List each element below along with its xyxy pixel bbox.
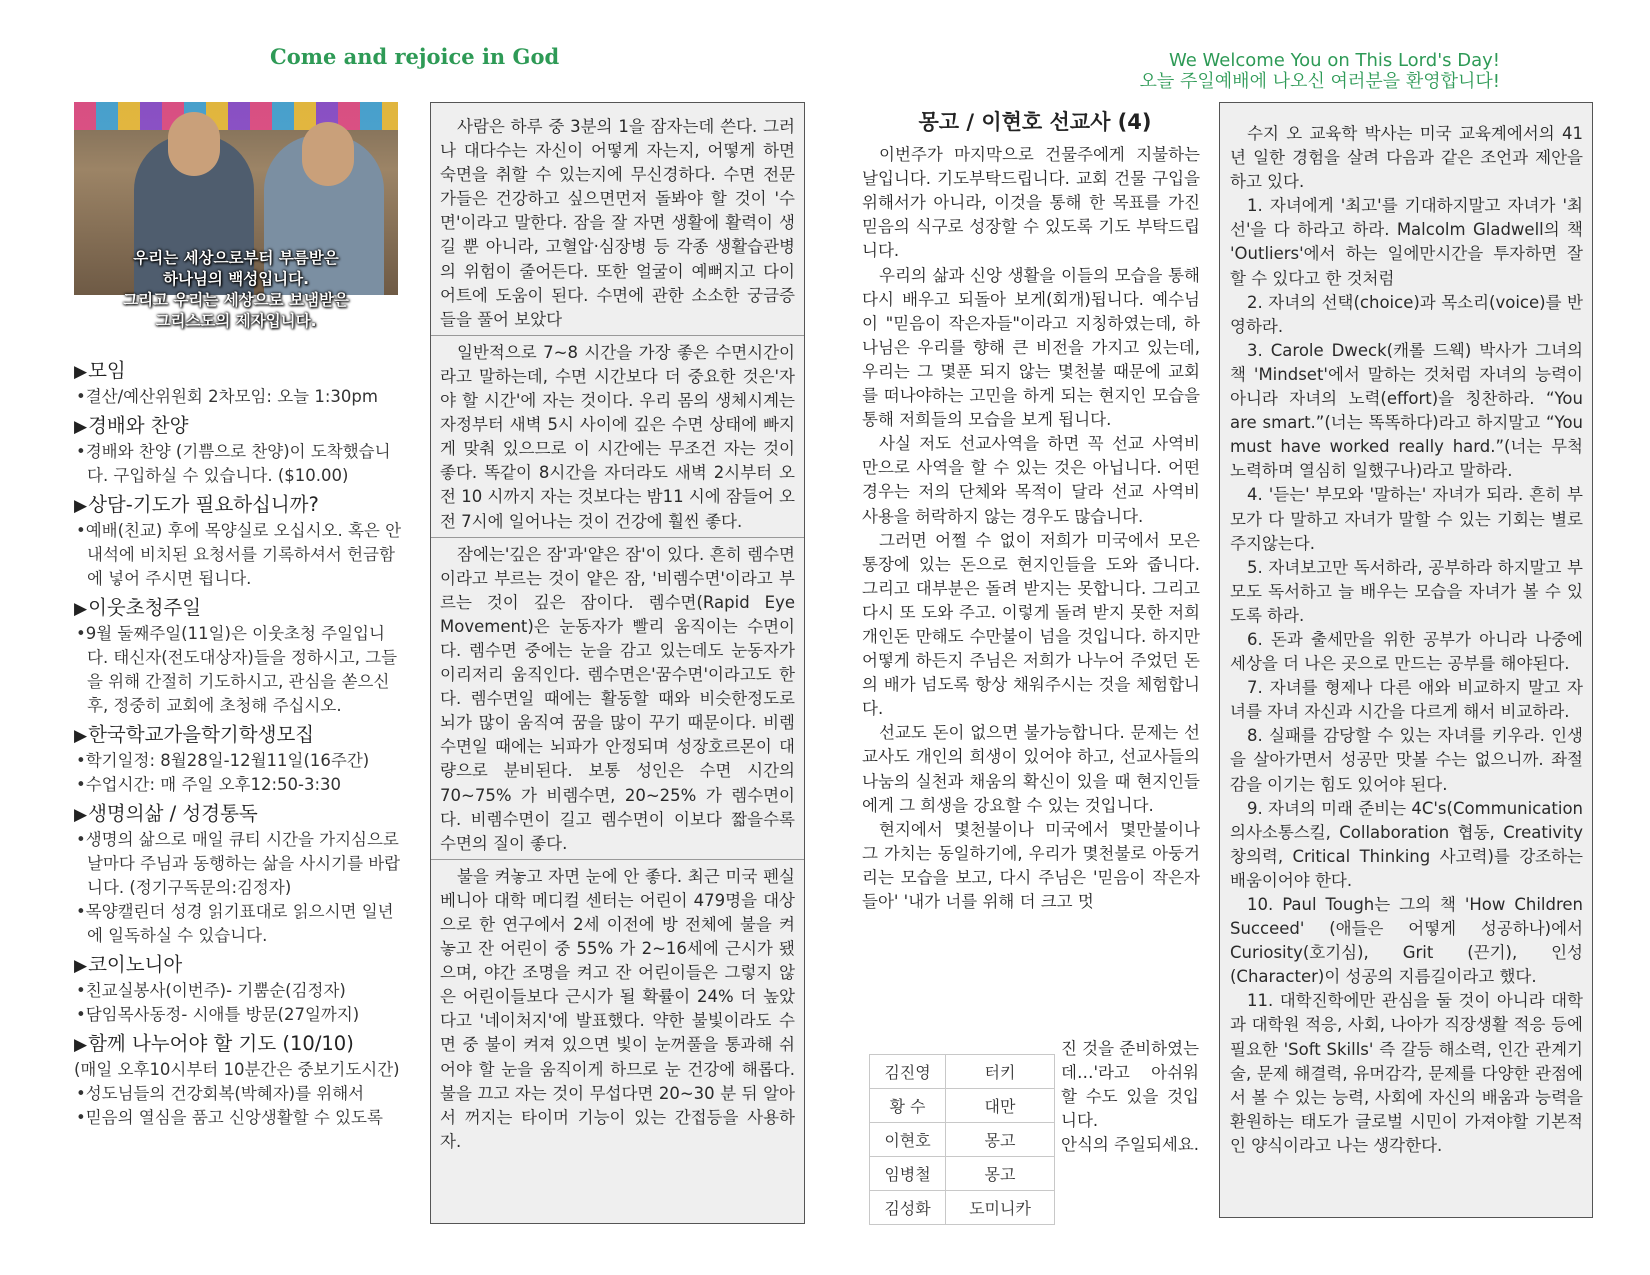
photo-caption	[74, 248, 398, 332]
letter-paragraph: 이번주가 마지막으로 건물주에게 지불하는 날입니다. 기도부탁드립니다. 교회 건물 구입을 위해서가 아니라, 이것을 통해 한 목표를 가진 믿음의 식구로 성장할 수 있도록 기도 부탁드립니다.	[862, 145, 1200, 261]
section-title: ▶경배와 찬양	[74, 414, 189, 437]
education-item: 7. 자녀를 형제나 다른 애와 비교하지 말고 자녀를 자녀 자신과 시간을 다르게 해서 비교하라.	[1230, 678, 1583, 722]
education-item: 10. Paul Tough는 그의 책 'How Children Succeed' (애들은 어떻게 성공하나)에서 Curiosity(호기심), Grit (끈기), 인성(Character)이 성공의 지름길이라고 했다.	[1230, 895, 1583, 987]
caption-line: 그리스도의 제자입니다.	[155, 312, 317, 330]
letter-closing: 진 것을 준비하였는데…'라고 아쉬워 할 수도 있을 것입니다. 안식의 주일되세요.	[1061, 1039, 1200, 1155]
letter-paragraph: 선교도 돈이 없으면 불가능합니다. 문제는 선교사도 개인의 희생이 있어야 하고, 선교사들의 나눔의 실천과 채움의 확신이 있을 때 현지인들에게 그 희생을 강요할 수 있는 것입니다.	[862, 723, 1200, 815]
announcement-item: •수업시간: 매 주일 오후12:50-3:30	[76, 775, 342, 794]
announcement-item: •생명의 삶으로 매일 큐티 시간을 가지심으로 날마다 주님과 동행하는 삶을 사시기를 바랍니다. (정기구독문의:김정자)	[76, 830, 401, 897]
missionary-letter	[862, 110, 1200, 914]
header-motto: Come and rejoice in God	[270, 44, 560, 69]
welcome-english: We Welcome You on This Lord's Day!	[1168, 50, 1500, 71]
missionary-title: 몽고 / 이현호 선교사 (4)	[918, 110, 1152, 134]
missionary-country: 몽고	[946, 1157, 1055, 1191]
caption-line: 우리는 세상으로부터 부름받은	[133, 249, 339, 267]
education-item: 11. 대학진학에만 관심을 둘 것이 아니라 대학과 대학원 적응, 사회, 나아가 직장생활 적응 등에 필요한 'Soft Skills' 즉 갈등 해소력, 인간 관계기술, 문제 해결력, 유머감각, 문제를 다양한 관점에서 볼 수 있는 능력, 사회에 자신의 배움과 능력을 환원하는 태도가 글로벌 시민이 가져야할 기본적인 양식이라고 나는 생각한다.	[1230, 991, 1583, 1155]
missionary-country: 몽고	[946, 1123, 1055, 1157]
table-row	[870, 1191, 1055, 1225]
announcement-item: •9월 둘째주일(11일)은 이웃초청 주일입니다. 태신자(전도대상자)들을 정하시고, 그들을 위해 간절히 기도하시고, 관심을 쏟으신 후, 정중히 교회에 초청해 주십시오.	[76, 624, 398, 715]
missionary-country: 터키	[946, 1055, 1055, 1089]
paragraph-divider	[431, 335, 804, 336]
table-row	[870, 1123, 1055, 1157]
announcement-item: •경배와 찬양 (기쁨으로 찬양)이 도착했습니다. 구입하실 수 있습니다. ($10.00)	[76, 442, 391, 485]
education-item: 3. Carole Dweck(캐롤 드웩) 박사가 그녀의 책 'Mindset'에서 말하는 것처럼 자녀의 능력이 아니라 자녀의 노력(effort)을 칭찬하라. “You are smart.”(너는 똑똑하다)라고 하지말고 “You must have worked really hard.”(너는 무척 노력하며 열심히 일했구나)라고 말하라.	[1230, 340, 1583, 481]
article-paragraph: 잠에는'깊은 잠'과'얕은 잠'이 있다. 흔히 렘수면이라고 부르는 것이 얕은 잠, '비렘수면'이라고 부르는 것이 깊은 잠이다. 렘수면(Rapid Eye Movement)은 눈동자가 빨리 움직이는 수면이다. 렘수면 중에는 눈을 감고 있는데도 눈동자가 이리저리 움직인다. 렘수면은'꿈수면'이라고도 한다. 렘수면일 때에는 활동할 때와 비슷한정도로 뇌가 많이 움직여 꿈을 많이 꾸기 때문이다. 비렘수면일 때에는 뇌파가 안정되며 성장호르몬이 대량으로 분비된다. 보통 성인은 수면 시간의 70~75% 가 비렘수면, 20~25% 가 렘수면이다. 비렘수면이 길고 렘수면이 이보다 짧을수록 수면의 질이 좋다.	[440, 544, 795, 853]
education-item: 6. 돈과 출세만을 위한 공부가 아니라 나중에 세상을 더 나은 곳으로 만드는 공부를 해야된다.	[1230, 629, 1583, 674]
missionary-name: 임병철	[870, 1157, 946, 1191]
photo-face-right	[302, 122, 354, 186]
education-item: 9. 자녀의 미래 준비는 4C's(Communication 의사소통스킬, Collaboration 협동, Creativity 창의력, Critical Thinking 사고력)를 강조하는 배움이어야 한다.	[1230, 798, 1583, 890]
section-title: ▶모임	[74, 359, 126, 382]
header-welcome	[1140, 50, 1500, 92]
letter-paragraph: 현지에서 몇천불이나 미국에서 몇만불이나 그 가치는 동일하기에, 우리가 몇천불로 아둥거리는 모습을 보고, 다시 주님은 '믿음이 작은자들아' '내가 너를 위해 더 크고 멋	[862, 819, 1200, 911]
article-paragraph: 불을 켜놓고 자면 눈에 안 좋다. 최근 미국 펜실베니아 대학 메디컬 센터는 어린이 479명을 대상으로 한 연구에서 2세 이전에 방 전체에 불을 켜놓고 잔 어린이 중 55% 가 2~16세에 근시가 됐으며, 야간 조명을 켜고 잔 어린이들은 그렇지 않은 어린이들보다 근시가 될 확률이 24% 더 높았다고 '네이처지'에 발표했다. 약한 불빛이라도 수면 중 불이 켜져 있으면 빛이 눈꺼풀을 통과해 쉬어야 할 눈을 움직이게 하므로 눈 건강에 해롭다. 불을 끄고 자는 것이 무섭다면 20~30 분 뒤 알아서 꺼지는 타이머 기능이 있는 간접등을 사용하자.	[440, 866, 795, 1151]
photo-face-left	[168, 112, 220, 176]
sleep-article	[430, 102, 805, 1224]
article-paragraph: 사람은 하루 중 3분의 1을 잠자는데 쓴다. 그러나 대다수는 자신이 어떻게 자는지, 어떻게 하면 숙면을 취할 수 있는지에 무신경하다. 수면 전문가들은 건강하고 싶으면먼저 돌봐야 할 것이 '수면'이라고 말한다. 잠을 잘 자면 생활에 활력이 생길 뿐 아니라, 고혈압·심장병 등 각종 생활습관병의 위험이 줄어든다. 또한 얼굴이 예뻐지고 다이어트에 도움이 된다. 수면에 관한 소소한 궁금증들을 풀어 보았다	[440, 117, 795, 329]
announcement-item: •성도님들의 건강회복(박혜자)를 위해서	[76, 1084, 365, 1103]
announcements-column	[74, 354, 404, 1130]
announcement-item: •친교실봉사(이번주)- 기뿜순(김정자)	[76, 981, 346, 1000]
education-item: 2. 자녀의 선택(choice)과 목소리(voice)를 반영하라.	[1230, 292, 1583, 336]
table-row	[870, 1089, 1055, 1123]
announcement-item: •결산/예산위원회 2차모임: 오늘 1:30pm	[76, 387, 378, 406]
missionary-country: 도미니카	[946, 1191, 1055, 1225]
missionary-name: 황 수	[870, 1089, 946, 1123]
photo-balloons	[74, 102, 398, 130]
missionary-name: 이현호	[870, 1123, 946, 1157]
prayer-note: (매일 오후10시부터 10분간은 중보기도시간)	[74, 1060, 400, 1079]
letter-paragraph: 사실 저도 선교사역을 하면 꼭 선교 사역비 만으로 사역을 할 수 있는 것은 아닙니다. 어떤 경우는 저의 단체와 목적이 달라 선교 사역비 사용을 허락하지 않는 경우도 많습니다.	[862, 434, 1200, 526]
letter-paragraph: 우리의 삶과 신앙 생활을 이들의 모습을 통해 다시 배우고 되돌아 보게(회개)됩니다. 예수님이 "믿음이 작은자들"이라고 지칭하였는데, 하나님은 우리를 향해 큰 비전을 가지고 있는데, 우리는 그 몇푼 되지 않는 몇천불 때문에 교회를 떠나야하는 고민을 하게 되는 현지인 모습을 통해 저희들의 모습을 보게 됩니다.	[862, 265, 1200, 430]
section-title: ▶함께 나누어야 할 기도 (10/10)	[74, 1032, 354, 1055]
section-title: ▶생명의삶 / 성경통독	[74, 802, 258, 825]
announcement-item: •목양캘린더 성경 읽기표대로 읽으시면 일년에 일독하실 수 있습니다.	[76, 902, 394, 945]
missionary-name: 김진영	[870, 1055, 946, 1089]
section-title: ▶코이노니아	[74, 953, 183, 976]
missionary-table	[869, 1054, 1055, 1225]
welcome-korean: 오늘 주일예배에 나오신 여러분을 환영합니다!	[1139, 71, 1500, 92]
letter-paragraph: 그러면 어쩔 수 없이 저희가 미국에서 모은 통장에 있는 돈으로 현지인들을 도와 줍니다. 그리고 대부분은 돌려 받지는 못합니다. 그리고 다시 또 도와 주고. 이렇게 돌려 받지 못한 저희 개인돈 만해도 수만불이 넘을 것입니다. 하지만 어떻게 하든지 주님은 저희가 나누어 주었던 돈의 배가 넘도록 항상 채워주시는 것을 체험합니다.	[862, 530, 1200, 719]
education-intro: 수지 오 교육학 박사는 미국 교육계에서의 41년 일한 경험을 살려 다음과 같은 조언과 제안을 하고 있다.	[1230, 124, 1583, 192]
paragraph-divider	[431, 859, 804, 860]
announcement-item: •예배(친교) 후에 목양실로 오십시오. 혹은 안내석에 비치된 요청서를 기록하셔서 헌금함에 넣어 주시면 됩니다.	[76, 521, 402, 588]
article-paragraph: 일반적으로 7~8 시간을 가장 좋은 수면시간이라고 말하는데, 수면 시간보다 더 중요한 것은'자야 할 시간'에 자는 것이다. 우리 몸의 생체시계는 자정부터 새벽 5시 사이에 깊은 수면 상태에 빠지게 맞춰 있으므로 이 시간에는 무조건 자는 것이 좋다. 똑같이 8시간을 자더라도 새벽 2시부터 오전 10 시까지 자는 것보다는 밤11 시에 잠들어 오전 7시에 일어나는 것이 건강에 훨씬 좋다.	[440, 342, 795, 531]
education-item: 4. '듣는' 부모와 '말하는' 자녀가 되라. 흔히 부모가 다 말하고 자녀가 말할 수 있는 기회는 별로 주지않는다.	[1230, 485, 1583, 553]
announcement-item: •학기일정: 8월28일-12월11일(16주간)	[76, 751, 370, 770]
caption-line: 그리고 우리는 세상으로 보냄받은	[123, 291, 349, 309]
table-row	[870, 1055, 1055, 1089]
section-title: ▶상담-기도가 필요하십니까?	[74, 493, 319, 516]
education-article	[1219, 102, 1593, 1218]
missionary-country: 대만	[946, 1089, 1055, 1123]
announcement-item: •믿음의 열심을 품고 신앙생활할 수 있도록	[76, 1108, 383, 1127]
table-row	[870, 1157, 1055, 1191]
missionary-name: 김성화	[870, 1191, 946, 1225]
section-title: ▶이웃초청주일	[74, 596, 202, 619]
education-item: 5. 자녀보고만 독서하라, 공부하라 하지말고 부모도 독서하고 늘 배우는 모습을 자녀가 볼 수 있도록 하라.	[1230, 557, 1583, 625]
paragraph-divider	[431, 537, 804, 538]
section-title: ▶한국학교가을학기학생모집	[74, 723, 315, 746]
caption-line: 하나님의 백성입니다.	[162, 270, 310, 288]
education-item: 1. 자녀에게 '최고'를 기대하지말고 자녀가 '최선'을 다 하라고 하라. Malcolm Gladwell의 책 'Outliers'에서 하는 일에만시간을 투자하면 잘 할 수 있다고 한 것처럼	[1230, 196, 1583, 288]
education-item: 8. 실패를 감당할 수 있는 자녀를 키우라. 인생을 살아가면서 성공만 맛볼 수는 없으니까. 좌절감을 이기는 힘도 있어야 된다.	[1230, 726, 1583, 794]
announcement-item: •담임목사동정- 시애틀 방문(27일까지)	[76, 1005, 360, 1024]
